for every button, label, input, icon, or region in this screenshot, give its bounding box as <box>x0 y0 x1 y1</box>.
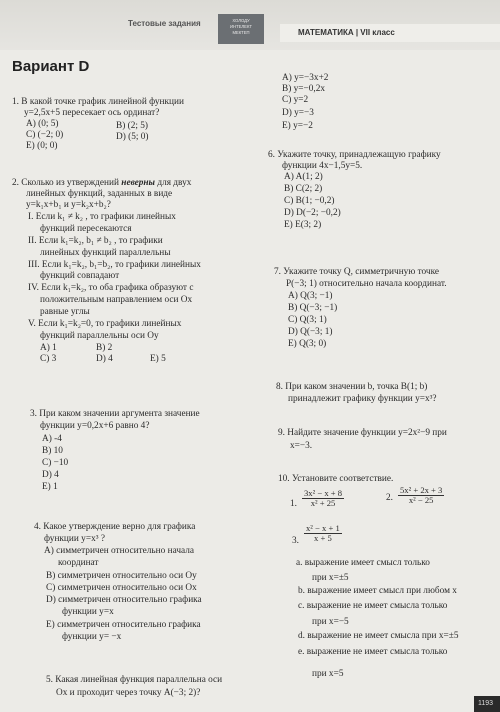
option-e[interactable]: E) симметричен относительно графика <box>46 620 201 630</box>
answer-c[interactable]: c. выражение не имеет смысла только <box>298 601 448 611</box>
option-c[interactable]: C) Q(3; 1) <box>288 315 327 325</box>
option-e[interactable]: E) E(3; 2) <box>284 220 322 230</box>
option-d[interactable]: D) (5; 0) <box>116 132 149 142</box>
option-c[interactable]: C) −10 <box>42 458 69 468</box>
option-d[interactable]: D) D(−2; −0,2) <box>284 208 341 218</box>
option-c[interactable]: C) 3 <box>40 354 57 364</box>
header-bar <box>0 0 500 50</box>
option-d[interactable]: D) 4 <box>96 354 113 364</box>
expression-3: $\frac{\text{x² − x + 1}}{x + 5}$ <box>306 523 340 543</box>
answer-e[interactable]: e. выражение не имеет смысла только <box>298 647 448 657</box>
header-left-title: Тестовые задания <box>128 19 201 28</box>
answer-b[interactable]: b. выражение имеет смысл при любом x <box>298 586 457 596</box>
option-b[interactable]: B) 2 <box>96 343 113 353</box>
option-d[interactable]: D) Q(−3; 1) <box>288 327 333 337</box>
option-b[interactable]: B) 10 <box>42 446 63 456</box>
school-logo: ХОЛОДУ ИНТЕЛЕКТ МЕКТЕП <box>218 14 264 44</box>
option-a[interactable]: A) (0; 5) <box>26 119 59 129</box>
option-d[interactable]: D) 4 <box>42 470 59 480</box>
option-a[interactable]: A) A(1; 2) <box>284 172 323 182</box>
option-d[interactable]: D) симметричен относительно графика <box>46 595 202 605</box>
expression-2: $\frac{\text{5x² + 2x + 3}}{\text{x² − 25}}$ <box>400 485 443 505</box>
option-a[interactable]: A) y=−3x+2 <box>282 73 329 83</box>
option-b[interactable]: B) C(2; 2) <box>284 184 323 194</box>
option-e[interactable]: E) (0; 0) <box>26 141 58 151</box>
option-b[interactable]: B) Q(−3; −1) <box>288 303 338 313</box>
expression-1: $\frac{\text{3x² − x + 8}}{\text{x² + 25}}$ <box>304 488 343 508</box>
worksheet-page: Тестовые задания ХОЛОДУ ИНТЕЛЕКТ МЕКТЕП МАТЕМАТИКА | VII класс Вариант D 1. В какой точке график линейной функции y=2,5x+5 пересекает ось ординат? A) (0; 5) B) (2; 5) C) (−2; 0) D) (5; 0) E) (0; 0) 2. Сколько из утверждений неверны для двух линейных функций, заданных в виде y=k₁x+b₁ и y=k₂x+b₂? I. Если k₁ ≠ k₂ , то графики линейных функций пересекаются II. Если k₁=k₂, b₁ ≠ b₂ , то графики линейных функций параллельны III. Если k₁=k₂, b₁=b₂, то графики линейных функций совпадают IV. Если k₁=k₂, то оба графика образуют с положительным направлением оси Ox равные углы V. Если k₁=k₂=0, то графики линейных функций параллельны оси Oy A) 1 B) 2 C) 3 D) 4 E) 5 3. При каком значении аргумента значение функции y=0,2x+6 равно 4? A) -4 B) 10 C) −10 D) 4 E) 1 4. Какое утверждение верно для графика функции y=x³ ? A) симметричен относительно начала координат B) симметричен относительно оси Oy C) симметричен относительно оси Ox D) симметричен относительно графика функции y=x E) симметричен относительно графика функции y= −x 5. Какая линейная функция параллельна оси Ox и проходит через точку A(−3; 2)? A) y=−3x+2 B) y=−0,2x C) y=2 D) y=−3 E) y=−2 6. Укажите точку, принадлежащую графику функции 4x−1,5y=5. A) A(1; 2) B) C(2; 2) C) B(1; −0,2) D) D(−2; −0,2) E) E(3; 2) 7. Укажите точку Q, симметричную точке P(−3; 1) относительно начала координат. A) Q(3; −1) B) Q(−3; −1) C) Q(3; 1) D) Q(−3; 1) E) Q(3; 0) 8. При каком значении b, точка B(1; b) принадлежит графику функции y=x³? 9. Найдите значение функции y=2x²−9 при x=−3. 10. Установите соответствие. 1. $\frac{\text{3x² − x + 8}}{\text{x² + 25}}$ 2. $\frac{\text{5x² + 2x + 3}}{\text{x² − 25}}$ 3. $\frac{\text{x² − x + 1}}{x + 5}$ a. выражение имеет смысл только при x=±5 b. выражение имеет смысл при любом x c. выражение не имеет смысла только при x=−5 d. выражение не имеет смысла при x=±5 e. выражение не имеет смысла только при x=5 1193 <box>0 0 500 712</box>
page-number: 1193 <box>474 696 500 712</box>
option-b[interactable]: B) (2; 5) <box>116 121 149 131</box>
option-a[interactable]: A) симметричен относительно начала <box>44 546 194 556</box>
option-a[interactable]: A) -4 <box>42 434 62 444</box>
option-c[interactable]: C) B(1; −0,2) <box>284 196 335 206</box>
option-d[interactable]: D) y=−3 <box>282 108 314 118</box>
option-c[interactable]: C) y=2 <box>282 95 309 105</box>
option-e[interactable]: E) Q(3; 0) <box>288 339 327 349</box>
option-b[interactable]: B) y=−0,2x <box>282 84 326 94</box>
answer-a[interactable]: a. выражение имеет смысл только <box>296 558 430 568</box>
option-c[interactable]: C) симметричен относительно оси Ox <box>46 583 197 593</box>
option-b[interactable]: B) симметричен относительно оси Oy <box>46 571 197 581</box>
option-e[interactable]: E) 1 <box>42 482 58 492</box>
option-a[interactable]: A) 1 <box>40 343 57 353</box>
variant-title: Вариант D <box>12 58 90 75</box>
answer-d[interactable]: d. выражение не имеет смысла при x=±5 <box>298 631 459 641</box>
option-c[interactable]: C) (−2; 0) <box>26 130 64 140</box>
option-e[interactable]: E) 5 <box>150 354 166 364</box>
option-a[interactable]: A) Q(3; −1) <box>288 291 333 301</box>
header-subject: МАТЕМАТИКА | VII класс <box>280 24 500 42</box>
option-e[interactable]: E) y=−2 <box>282 121 313 131</box>
